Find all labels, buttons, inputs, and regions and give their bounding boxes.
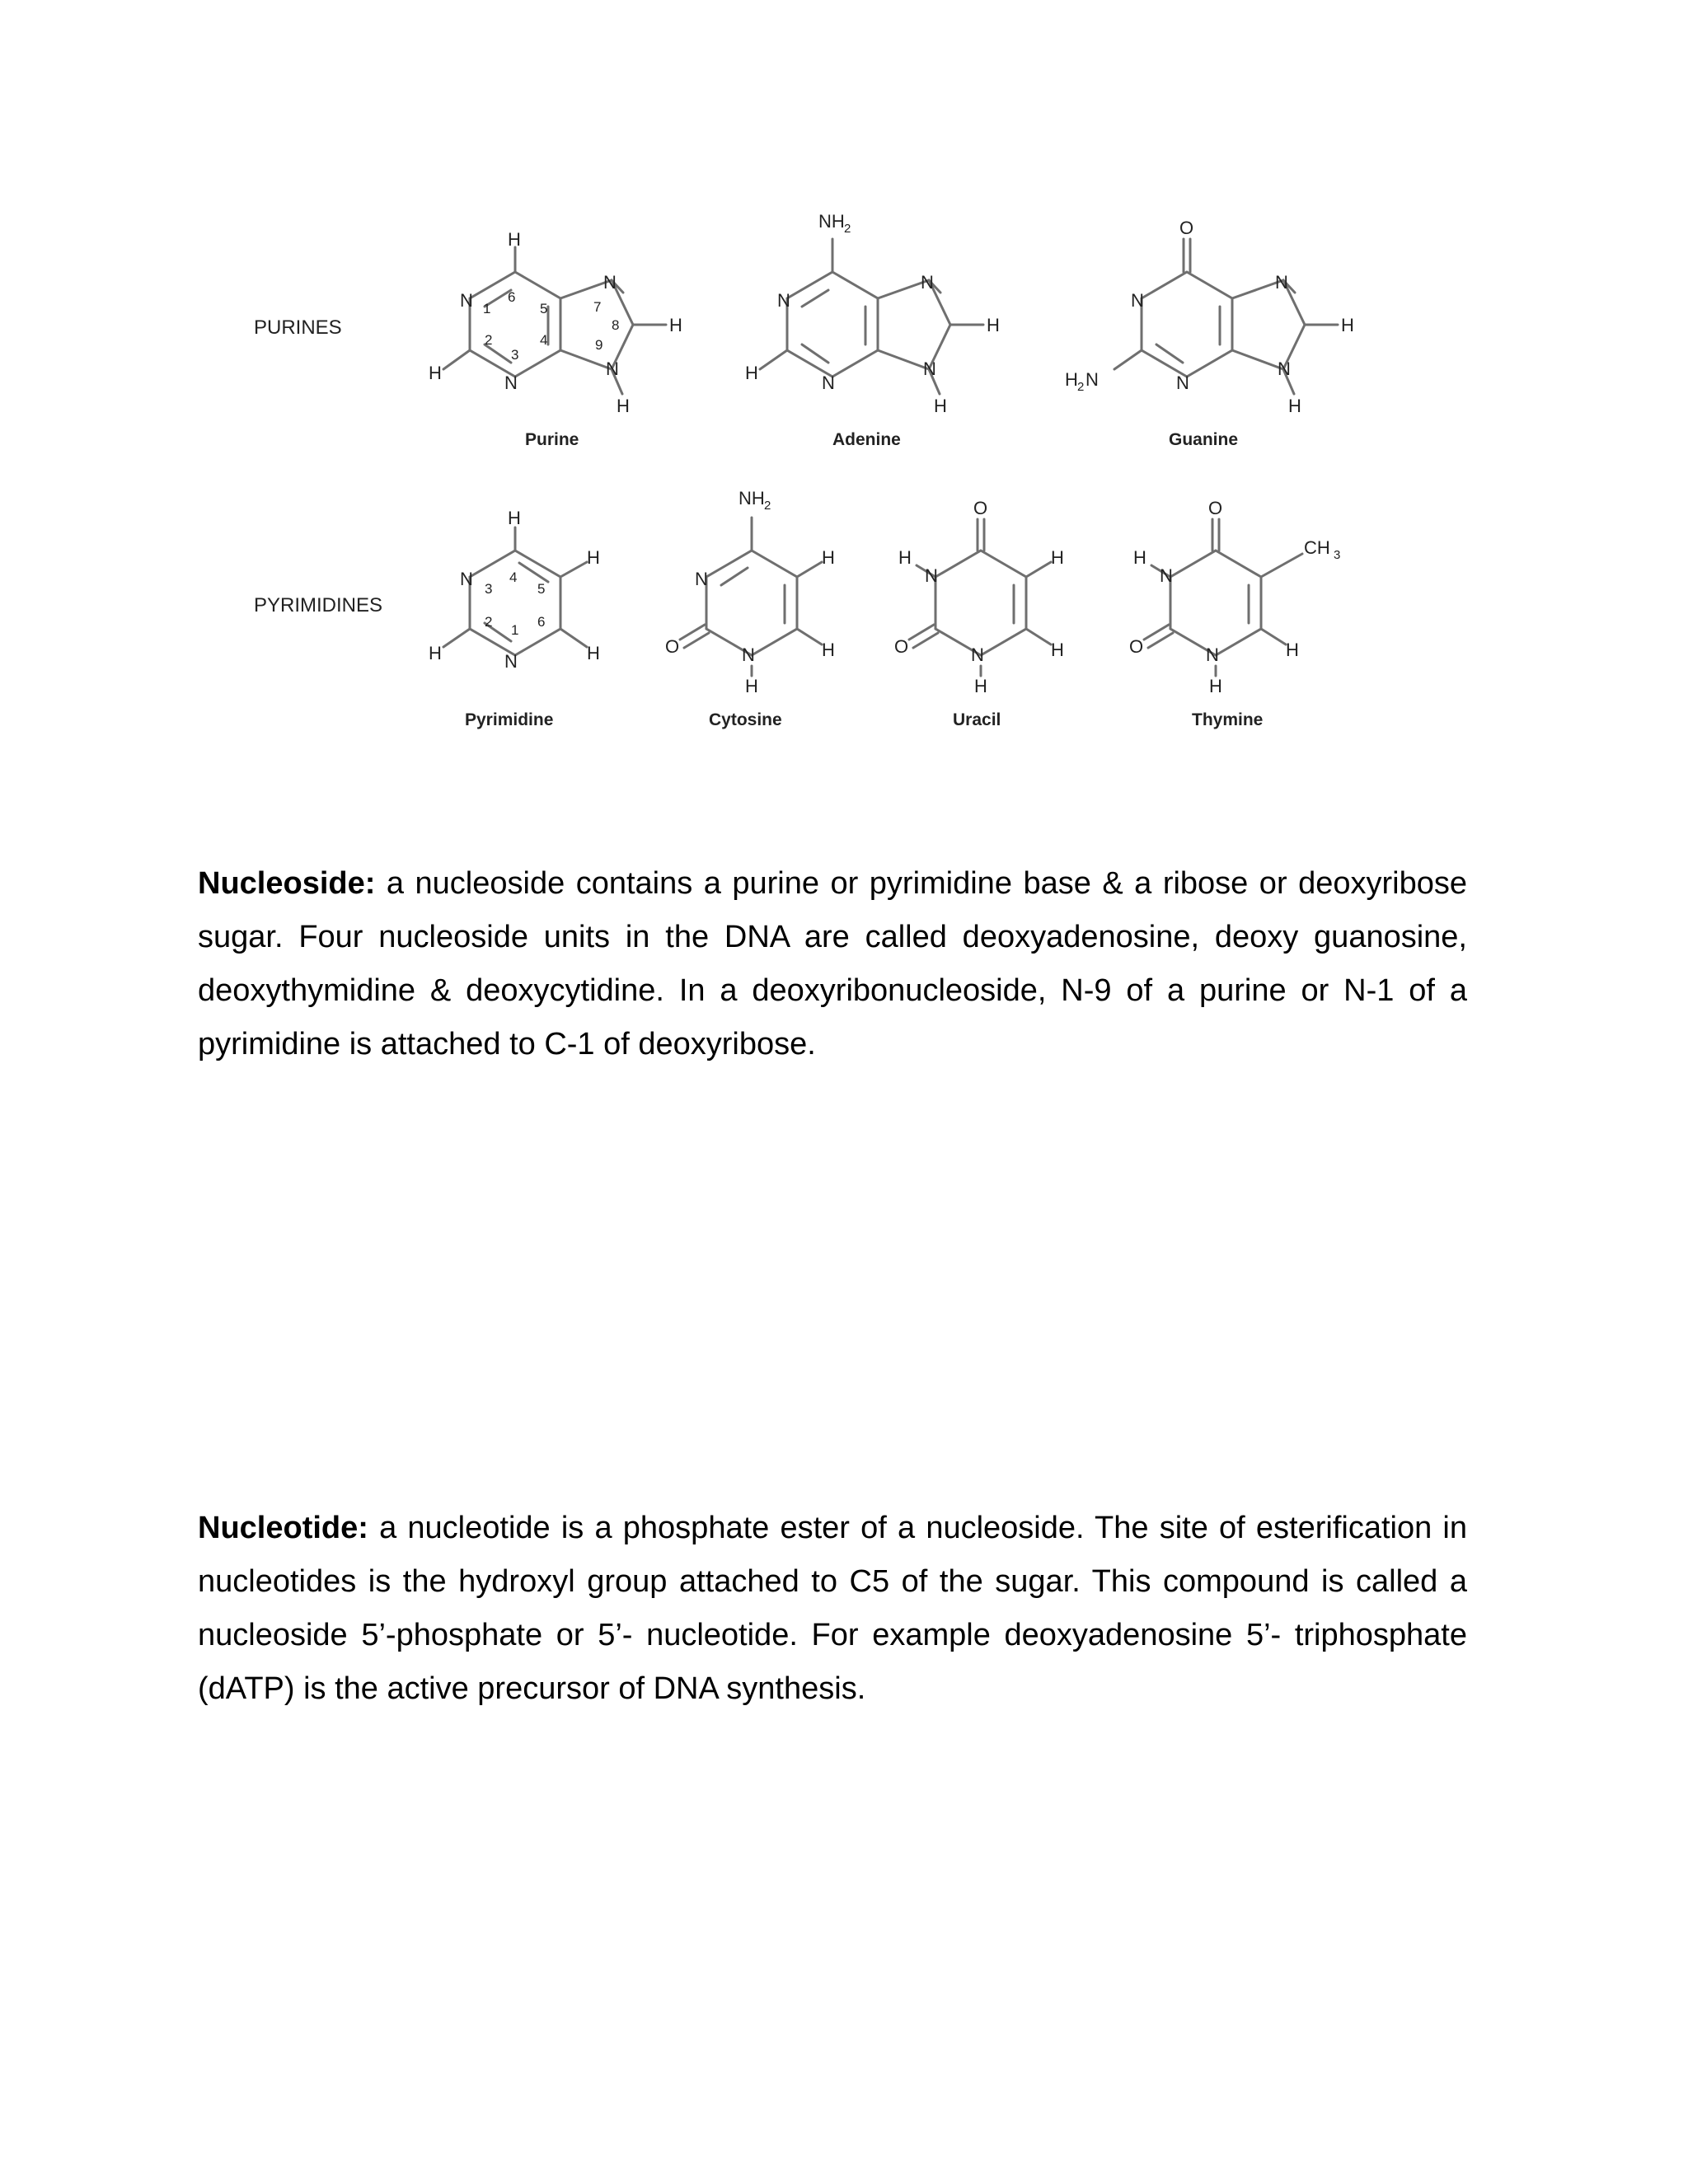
cytosine-structure: [665, 488, 835, 729]
svg-text:H: H: [669, 315, 682, 335]
svg-text:H: H: [1133, 547, 1146, 568]
svg-text:O: O: [1208, 498, 1223, 518]
svg-text:O: O: [665, 636, 680, 657]
svg-text:N: N: [695, 569, 708, 589]
svg-text:NH: NH: [738, 488, 765, 509]
svg-text:N: N: [822, 373, 835, 393]
svg-text:N: N: [923, 359, 936, 379]
svg-text:4: 4: [509, 569, 518, 585]
svg-text:N: N: [504, 651, 518, 672]
adenine-structure: [745, 211, 1000, 449]
svg-text:O: O: [1129, 636, 1144, 657]
svg-text:CH: CH: [1304, 537, 1330, 558]
svg-text:H: H: [617, 396, 630, 416]
svg-text:N: N: [460, 569, 473, 589]
svg-text:H: H: [822, 640, 835, 660]
nitrogen-bases-figure: [0, 0, 1688, 791]
nucleotide-paragraph: [198, 1502, 1467, 1716]
svg-text:8: 8: [612, 317, 620, 333]
svg-text:H: H: [1065, 369, 1078, 390]
svg-text:H: H: [429, 363, 442, 383]
caption-thymine: Thymine: [1192, 710, 1264, 729]
row-label-pyrimidines: PYRIMIDINES: [254, 594, 383, 616]
uracil-structure: [894, 498, 1064, 729]
svg-text:N: N: [921, 272, 934, 293]
svg-text:H: H: [1286, 640, 1299, 660]
nucleoside-definition: a nucleoside contains a purine or pyrimidine base & a ribose or deoxyribose sugar. Four nucleoside units in the DNA are called deoxyadenosine, deoxy guanosine, deoxythymidine & deoxycytidine. In a deoxyribonucleoside, N-9 of a purine or N-1 of a pyrimidine is attached to C-1 of deoxyribose.: [198, 866, 1467, 1062]
svg-text:9: 9: [595, 337, 603, 353]
svg-text:N: N: [504, 373, 518, 393]
svg-text:H: H: [587, 643, 600, 663]
svg-text:H: H: [898, 547, 912, 568]
svg-text:N: N: [460, 290, 473, 311]
svg-text:H: H: [822, 547, 835, 568]
svg-text:N: N: [1085, 369, 1099, 390]
purine-structure: [429, 229, 682, 449]
svg-text:N: N: [606, 359, 619, 379]
svg-text:N: N: [1131, 290, 1144, 311]
svg-text:H: H: [934, 396, 947, 416]
svg-text:2: 2: [485, 614, 493, 630]
nucleotide-definition: a nucleotide is a phosphate ester of a nucleoside. The site of esterification in nucleotides is the hydroxyl group attached to C5 of the sugar. This compound is called a nucleoside 5’-phosphate or 5’- nucleotide. For example deoxyadenosine 5’- triphosphate (dATP) is the active precursor of DNA synthesis.: [198, 1511, 1467, 1706]
nucleotide-term: Nucleotide:: [198, 1511, 368, 1545]
svg-text:4: 4: [540, 332, 548, 348]
svg-text:2: 2: [844, 222, 851, 236]
caption-adenine: Adenine: [832, 430, 901, 449]
svg-text:H: H: [974, 676, 987, 696]
svg-text:3: 3: [1334, 548, 1341, 562]
svg-text:N: N: [1278, 359, 1291, 379]
svg-text:H: H: [1341, 315, 1354, 335]
svg-text:N: N: [777, 290, 790, 311]
guanine-structure: [1065, 218, 1354, 449]
svg-text:H: H: [508, 508, 521, 528]
svg-text:H: H: [1209, 676, 1222, 696]
svg-text:N: N: [925, 565, 938, 586]
svg-text:5: 5: [540, 301, 548, 316]
svg-text:O: O: [1179, 218, 1194, 238]
svg-text:2: 2: [485, 332, 493, 348]
svg-text:N: N: [603, 272, 617, 293]
svg-text:N: N: [1275, 272, 1288, 293]
svg-text:H: H: [987, 315, 1000, 335]
svg-text:N: N: [1160, 565, 1173, 586]
svg-text:2: 2: [764, 499, 771, 513]
nucleoside-term: Nucleoside:: [198, 866, 376, 901]
caption-purine: Purine: [525, 430, 579, 449]
svg-text:7: 7: [593, 299, 602, 315]
svg-text:2: 2: [1077, 380, 1085, 394]
svg-text:3: 3: [511, 347, 519, 363]
svg-text:O: O: [894, 636, 909, 657]
svg-text:H: H: [1051, 547, 1064, 568]
svg-text:N: N: [1206, 644, 1219, 665]
nucleoside-paragraph: [198, 857, 1467, 1071]
svg-text:N: N: [1176, 373, 1189, 393]
pyrimidine-structure: [429, 508, 600, 729]
svg-text:N: N: [971, 644, 984, 665]
svg-text:H: H: [587, 547, 600, 568]
svg-text:H: H: [1051, 640, 1064, 660]
caption-guanine: Guanine: [1169, 430, 1239, 449]
svg-text:H: H: [429, 643, 442, 663]
svg-text:NH: NH: [818, 211, 845, 232]
svg-text:H: H: [508, 229, 521, 250]
thymine-structure: [1129, 498, 1340, 729]
svg-text:O: O: [973, 498, 988, 518]
svg-text:N: N: [742, 644, 755, 665]
svg-text:3: 3: [485, 581, 493, 597]
svg-text:1: 1: [511, 622, 519, 638]
svg-text:5: 5: [537, 581, 546, 597]
svg-text:H: H: [1288, 396, 1301, 416]
caption-cytosine: Cytosine: [709, 710, 782, 729]
svg-text:1: 1: [483, 301, 491, 316]
svg-text:6: 6: [537, 614, 546, 630]
caption-uracil: Uracil: [953, 710, 1001, 729]
row-label-purines: PURINES: [254, 316, 342, 339]
svg-text:H: H: [745, 676, 758, 696]
caption-pyrimidine: Pyrimidine: [465, 710, 554, 729]
svg-text:6: 6: [508, 289, 516, 305]
svg-text:H: H: [745, 363, 758, 383]
